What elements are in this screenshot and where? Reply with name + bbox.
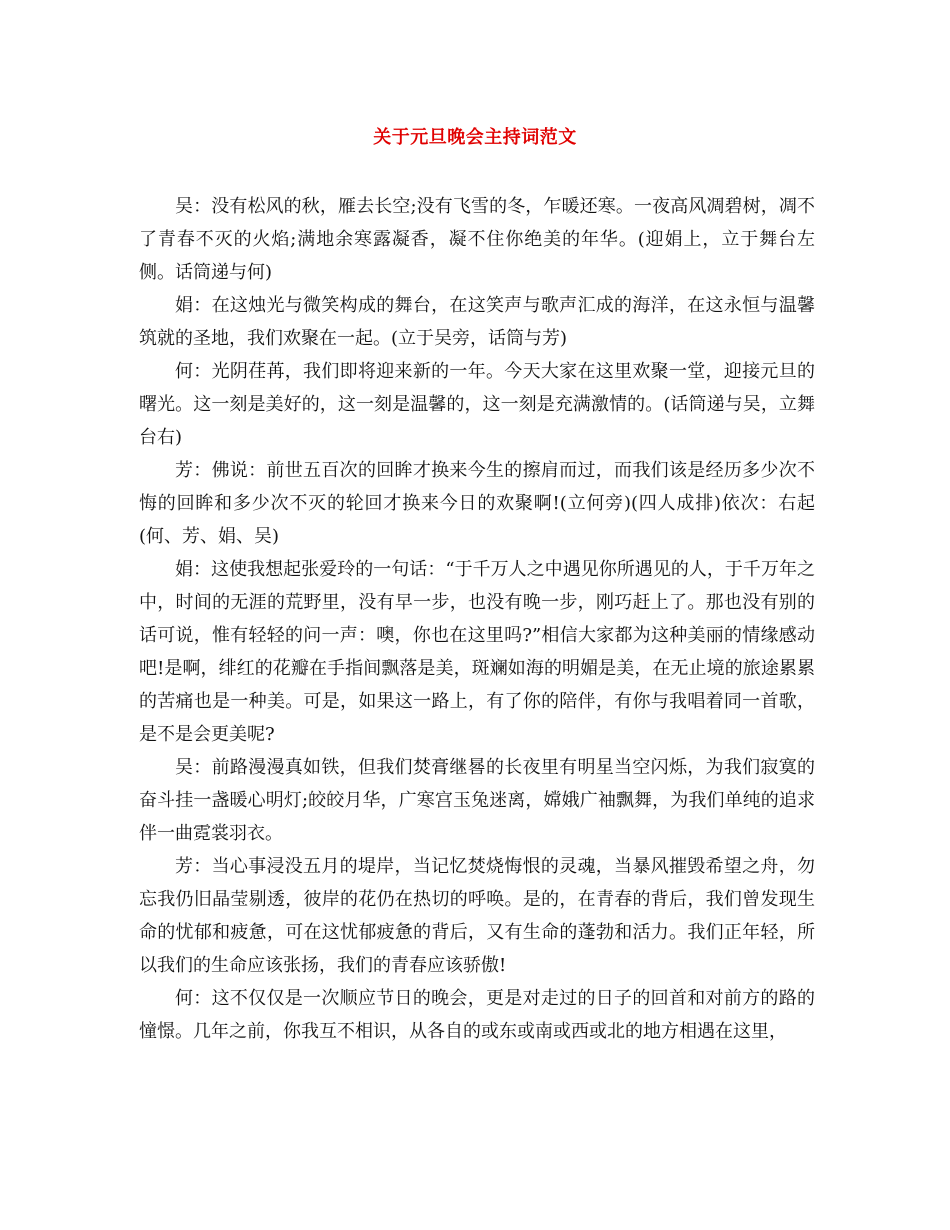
paragraph: 芳：当心事浸没五月的堤岸，当记忆焚烧悔恨的灵魂，当暴风摧毁希望之舟，勿忘我仍旧晶莹剔透，彼岸的花仍在热切的呼唤。是的，在青春的背后，我们曾发现生命的忧郁和疲惫，可在这忧郁疲惫的背后，又有生命的蓬勃和活力。我们正年轻，所以我们的生命应该张扬，我们的青春应该骄傲! — [139, 856, 815, 976]
paragraph: 芳：佛说：前世五百次的回眸才换来今生的擦肩而过，而我们该是经历多少次不悔的回眸和多少次不灭的轮回才换来今日的欢聚啊!(立何旁)(四人成排)依次：右起(何、芳、娟、吴) — [139, 460, 815, 547]
paragraph: 娟：在这烛光与微笑构成的舞台，在这笑声与歌声汇成的海洋，在这永恒与温馨筑就的圣地，我们欢聚在一起。(立于吴旁，话筒与芳) — [139, 295, 815, 349]
paragraph: 吴：前路漫漫真如铁，但我们焚膏继晷的长夜里有明星当空闪烁，为我们寂寞的奋斗挂一盏暖心明灯;皎皎月华，广寒宫玉兔迷离，嫦娥广袖飘舞，为我们单纯的追求伴一曲霓裳羽衣。 — [139, 757, 815, 844]
document-body — [139, 190, 815, 1048]
paragraph: 何：光阴荏苒，我们即将迎来新的一年。今天大家在这里欢聚一堂，迎接元旦的曙光。这一刻是美好的，这一刻是温馨的，这一刻是充满激情的。(话筒递与吴，立舞台右) — [139, 361, 815, 448]
paragraph: 何：这不仅仅是一次顺应节日的晚会，更是对走过的日子的回首和对前方的路的憧憬。几年之前，你我互不相识，从各自的或东或南或西或北的地方相遇在这里， — [139, 988, 815, 1042]
paragraph: 吴：没有松风的秋，雁去长空;没有飞雪的冬，乍暖还寒。一夜高风凋碧树，凋不了青春不灭的火焰;满地余寒露凝香，凝不住你绝美的年华。(迎娟上，立于舞台左侧。话筒递与何) — [139, 196, 815, 283]
paragraph: 娟：这使我想起张爱玲的一句话：“于千万人之中遇见你所遇见的人，于千万年之中，时间的无涯的荒野里，没有早一步，也没有晚一步，刚巧赶上了。那也没有别的话可说，惟有轻轻的问一声：噢，你也在这里吗?”相信大家都为这种美丽的情缘感动吧!是啊，绯红的花瓣在手指间飘落是美，斑斓如海的明媚是美，在无止境的旅途累累的苦痛也是一种美。可是，如果这一路上，有了你的陪伴，有你与我唱着同一首歌，是不是会更美呢? — [139, 559, 815, 745]
document-title: 关于元旦晚会主持词范文 — [373, 127, 577, 148]
